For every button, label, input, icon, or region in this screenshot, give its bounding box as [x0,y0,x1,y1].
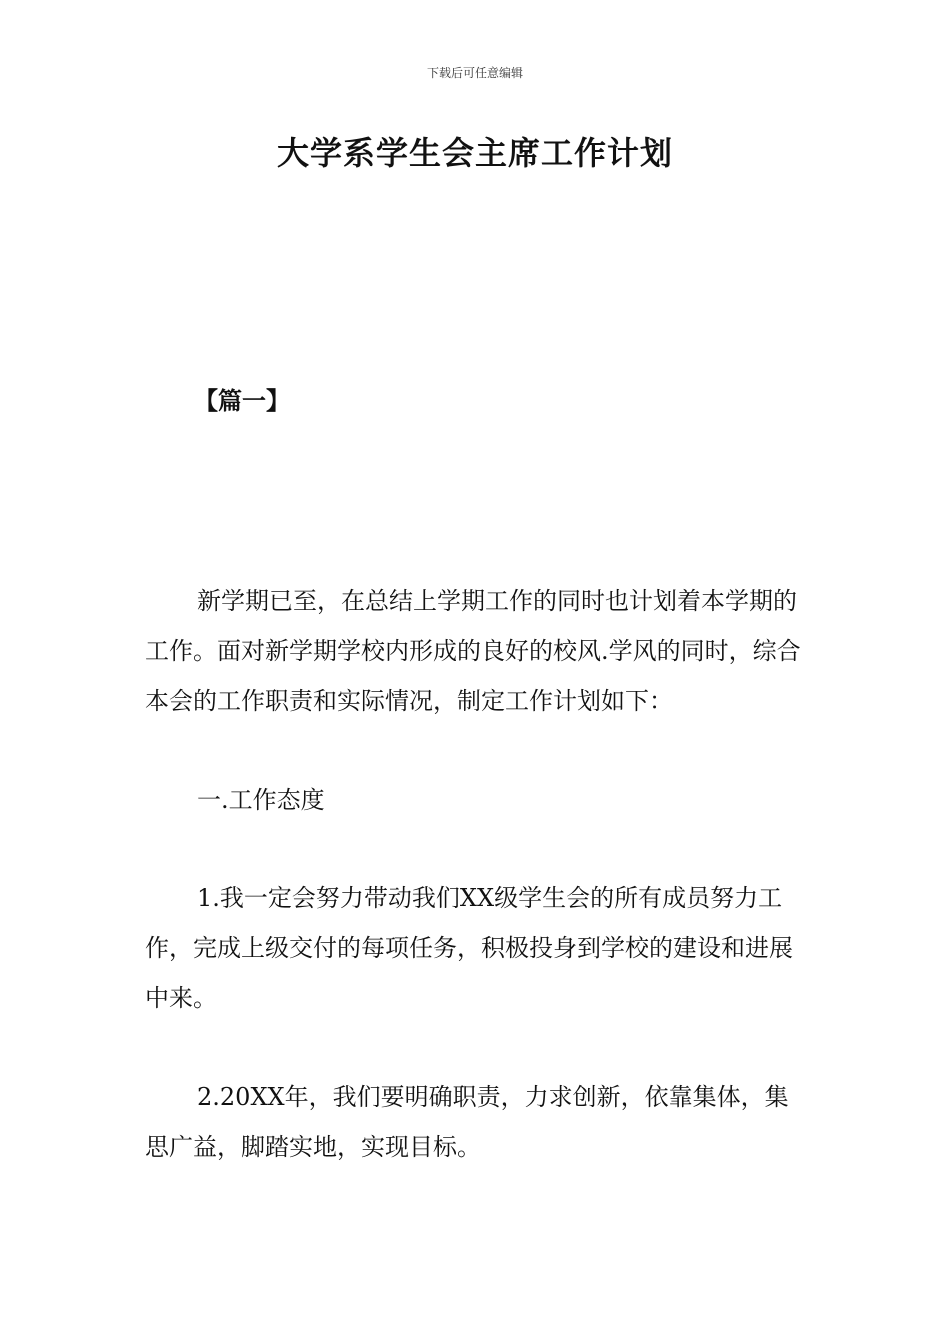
paragraph-intro: 新学期已至，在总结上学期工作的同时也计划着本学期的工作。面对新学期学校内形成的良好的校风.学风的同时，综合本会的工作职责和实际情况，制定工作计划如下： [145,587,801,715]
paragraph-heading-work-attitude: 一.工作态度 [197,786,325,814]
paragraph-item-2: 2.20XX年，我们要明确职责，力求创新，依靠集体，集思广益，脚踏实地，实现目标。 [145,1083,789,1161]
section-label: 【篇一】 [194,387,290,415]
document-title: 大学系学生会主席工作计划 [276,134,673,172]
paragraph-item-1: 1.我一定会努力带动我们XX级学生会的所有成员努力工作，完成上级交付的每项任务，积极投身到学校的建设和进展中来。 [145,884,793,1012]
header-note: 下载后可任意编辑 [426,66,523,80]
